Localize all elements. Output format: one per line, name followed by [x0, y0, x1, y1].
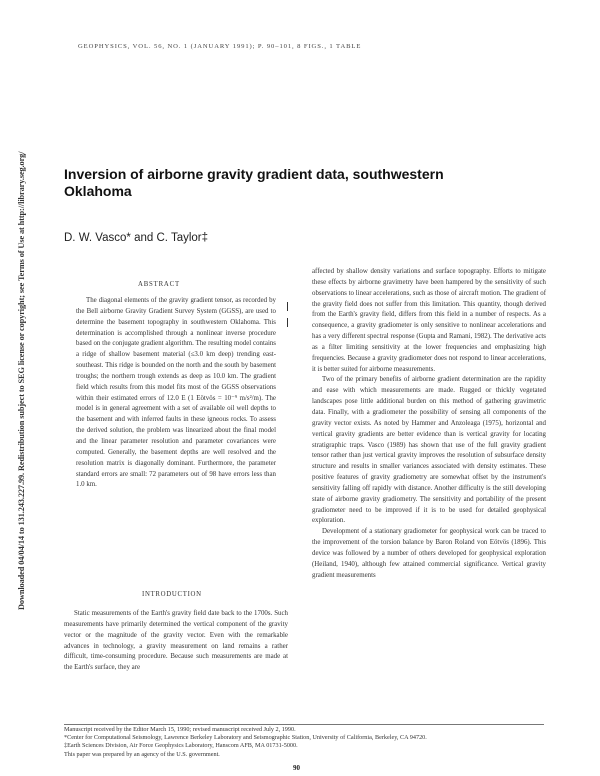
- download-notice-text: Downloaded 04/04/14 to 131.243.227.99. Redistribution subject to SEG license or copyright; see Terms of Use at http://library.seg.org/: [17, 151, 26, 610]
- change-bar-mark: [287, 318, 288, 327]
- right-column-text: [312, 267, 546, 581]
- journal-running-header: GEOPHYSICS, VOL. 56, NO. 1 (JANUARY 1991); P. 90–101, 8 FIGS., 1 TABLE: [78, 43, 362, 50]
- footnote: ‡Earth Sciences Division, Air Force Geophysics Laboratory, Hanscom AFB, MA 01731-5000.: [64, 742, 298, 750]
- right-column-paragraph: Two of the primary benefits of airborne gradient determination are the rapidity and ease with which measurements are made. Rugged or thickly vegetated landscapes pose little additional burden on this method of gathering gravimetric data. Finally, with a gradiometer the possibility of sensing all components of the gravity vector exists. As noted by Hammer and Anzoleaga (1975), horizontal and vertical gravity gradients are better evidence than is vertical gravity for locating stratigraphic traps. Vasco (1989) has shown that use of the full gravity gradient tensor rather than just vertical gravity improves the resolution of subsurface density structure and results in smaller variances associated with density estimates. These positive features of gravity gradiometry are somewhat offset by the instrument's sensitivity falling off rapidly with distance. Another difficulty is the still developing state of airborne gravity gradiometry. The sensitivity and portability of the present gradiometer need to be improved if it is to be used for detailed geophysical exploration.: [312, 376, 546, 525]
- introduction-heading: INTRODUCTION: [142, 591, 202, 598]
- abstract-body: The diagonal elements of the gravity gradient tensor, as recorded by the Bell airborne Gravity Gradient Survey System (GGSS), are used to determine the basement topography in southwestern Oklahoma. This determination is accomplished through a nonlinear inverse procedure based on the conjugate gradient algorithm. The resulting model contains a ridge of shallow basement material (≤3.0 km deep) trending east-southeast. This ridge is bounded on the north and the south by basement troughs; the northern trough extends as deep as 10.0 km. The gradient field which results from this model fits most of the GGSS observations within their estimated errors of 12.0 E (1 Eötvös = 10⁻⁹ m/s²/m). The model is in general agreement with a set of available oil well depths to the basement and with inferred faults in these igneous rocks. To assess the derived solution, the problem was linearized about the final model and the linear parameter resolution and parameter covariances were computed. Generally, the basement depths are well resolved and the resolution matrix is diagonally dominant. Furthermore, the parameter standard errors are small: 72 parameters out of 98 have errors less than 1.0 km.: [76, 297, 276, 489]
- paper-title: Inversion of airborne gravity gradient data, southwestern Oklahoma: [64, 166, 444, 199]
- footnotes: [64, 726, 544, 759]
- author-line: D. W. Vasco* and C. Taylor‡: [64, 232, 209, 244]
- change-bar-mark: [287, 302, 288, 311]
- right-column-paragraph: Development of a stationary gradiometer for geophysical work can be traced to the improvement of the torsion balance by Baron Roland von Eötvös (1896). This device was followed by a number of others developed for geophysical exploration (Heiland, 1940), although few attained commercial significance. Vertical gravity gradient measurements: [312, 528, 546, 579]
- footnote: *Center for Computational Seismology, Lawrence Berkeley Laboratory and Seismographic Station, University of California, Berkeley, CA 94720.: [64, 734, 427, 742]
- introduction-body: Static measurements of the Earth's gravity field date back to the 1700s. Such measurements have primarily determined the vertical component of the gravity vector or the magnitude of the gravity vector. Even with the remarkable advances in technology, a gravity measurement on land remains a rather difficult, time-consuming procedure. Because such measurements are made at the Earth's surface, they are: [64, 610, 288, 672]
- abstract-heading: ABSTRACT: [138, 281, 180, 288]
- right-column-paragraph: affected by shallow density variations and surface topography. Efforts to mitigate these effects by airborne gravimetry have been hampered by the sensitivity of such observations to linear accelerations, such as those of aircraft motion. The gradient of the gravity field does not suffer from this limitation. This quantity, though derived from the Earth's gravity field, differs from this field in a number of respects. As a consequence, a gravity gradiometer is only sensitive to nonlinear accelerations and has a very different spectral response (Gupta and Ramani, 1982). The derivative acts as a filter limiting sensitivity at the lower frequencies and emphasizing high frequencies. Because a gravity gradiometer does not respond to linear accelerations, it is better suited for airborne measurements.: [312, 268, 546, 373]
- footnote: This paper was prepared by an agency of the U.S. government.: [64, 750, 220, 758]
- page-number: 90: [293, 764, 300, 772]
- footnote: Manuscript received by the Editor March 15, 1990; revised manuscript received July 2, 1990.: [64, 726, 296, 733]
- footnote-divider: [64, 724, 544, 725]
- download-notice-sidebar: [6, 120, 26, 610]
